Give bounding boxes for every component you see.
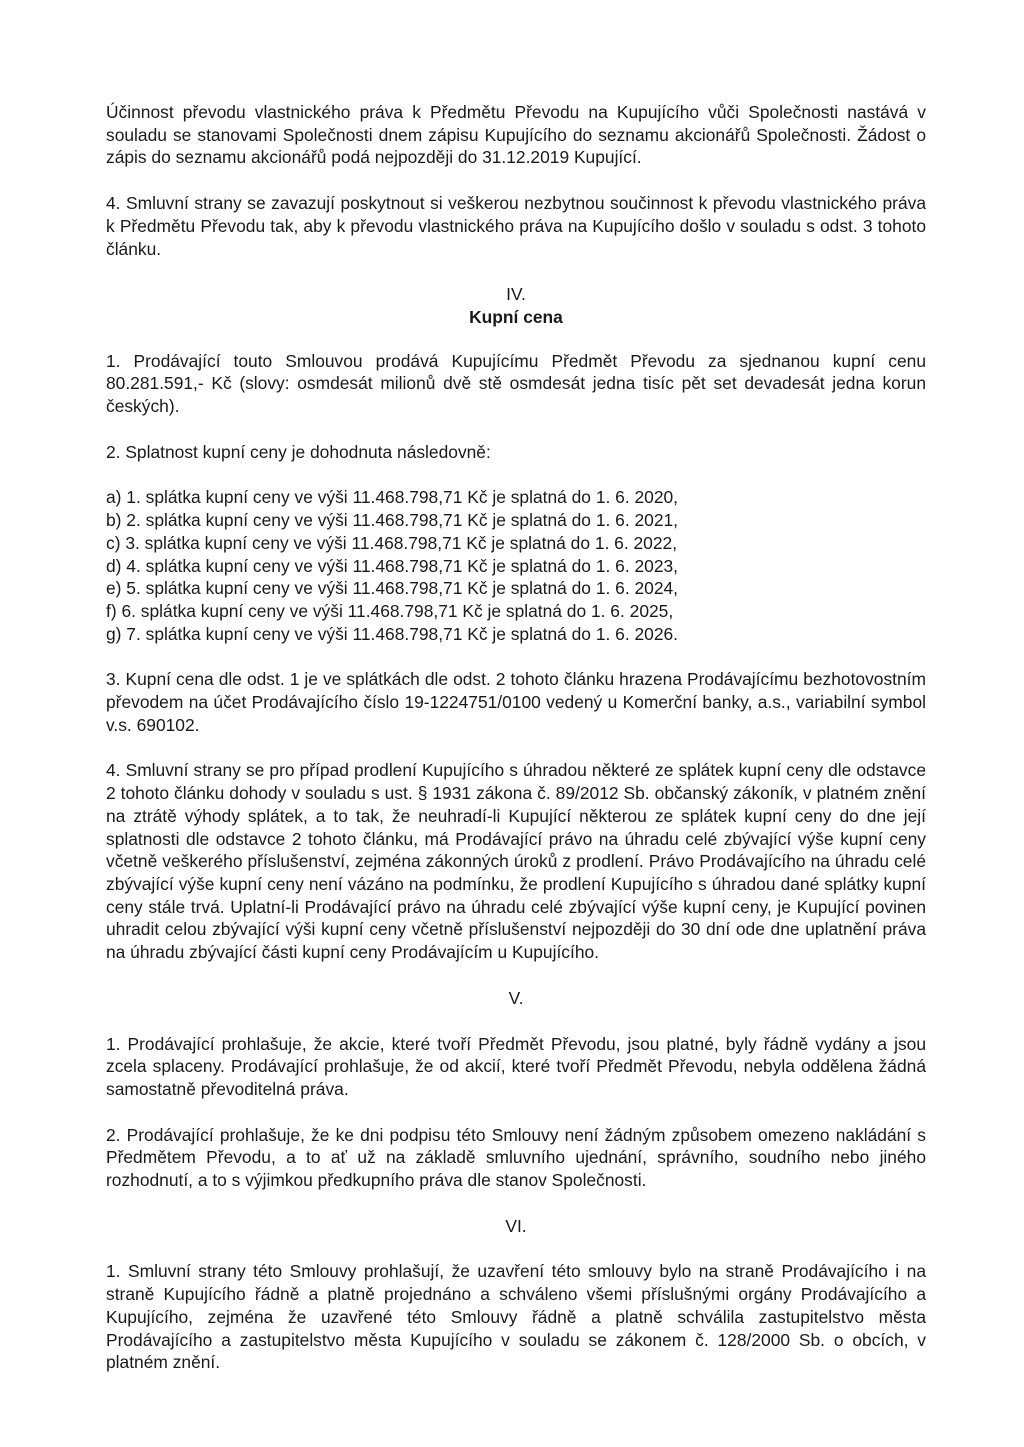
paragraph-iv-4: 4. Smluvní strany se pro případ prodlení Kupujícího s úhradou některé ze splátek kupní ceny dle odstavce 2 tohoto článku dohody v souladu s ust. § 1931 zákona č. 89/2012 Sb. občanský zákoník, v platném znění na ztrátě výhody splátek, a to tak, že neuhradí-li Kupující některou ze splátek kupní ceny do dne její splatnosti dle odstavce 2 tohoto článku, má Prodávající právo na úhradu celé zbývající výše kupní ceny včetně veškerého příslušenství, zejména zákonných úroků z prodlení. Právo Prodávajícího na úhradu celé zbývající výše kupní ceny není vázáno na podmínku, že prodlení Kupujícího s úhradou dané splátky kupní ceny stále trvá. Uplatní-li Prodávající právo na úhradu celé zbývající výše kupní ceny, je Kupující povinen uhradit celou zbývající výši kupní ceny včetně příslušenství nejpozději do 30 dní ode dne uplatnění práva na úhradu zbývající části kupní ceny Prodávajícím u Kupujícího.	[106, 760, 926, 963]
document-body	[106, 101, 926, 1374]
paragraph-iv-2: 2. Splatnost kupní ceny je dohodnuta následovně:	[106, 441, 491, 462]
paragraph-cooperation: 4. Smluvní strany se zavazují poskytnout si veškerou nezbytnou součinnost k převodu vlastnického práva k Předmětu Převodu tak, aby k převodu vlastnického práva na Kupujícího došlo v souladu s odst. 3 tohoto článku.	[106, 193, 926, 259]
section-iv-title: Kupní cena	[469, 306, 563, 327]
list-item: b) 2. splátka kupní ceny ve výši 11.468.798,71 Kč je splatná do 1. 6. 2021,	[106, 510, 679, 531]
list-item: g) 7. splátka kupní ceny ve výši 11.468.798,71 Kč je splatná do 1. 6. 2026.	[106, 623, 679, 644]
list-item: c) 3. splátka kupní ceny ve výši 11.468.798,71 Kč je splatná do 1. 6. 2022,	[106, 532, 678, 553]
list-item: d) 4. splátka kupní ceny ve výši 11.468.798,71 Kč je splatná do 1. 6. 2023,	[106, 555, 679, 576]
paragraph-iv-1: 1. Prodávající touto Smlouvou prodává Kupujícímu Předmět Převodu za sjednanou kupní cenu 80.281.591,- Kč (slovy: osmdesát milionů dvě stě osmdesát jedna tisíc pět set devadesát jedna korun českých).	[106, 350, 926, 417]
paragraph-vi-1: 1. Smluvní strany této Smlouvy prohlašují, že uzavření této smlouvy bylo na straně Prodávajícího i na straně Kupujícího řádně a platně projednáno a schváleno všemi příslušnými orgány Prodávajícího a Kupujícího, zejména že uzavřené této Smlouvy řádně a platně schválila zastupitelstvo města Prodávajícího a zastupitelstvo města Kupujícího v souladu se zákonem č. 128/2000 Sb. o obcích, v platném znění.	[106, 1261, 926, 1373]
section-v-number: V.	[508, 987, 524, 1008]
section-vi-number: VI.	[505, 1215, 527, 1236]
list-item: f) 6. splátka kupní ceny ve výši 11.468.798,71 Kč je splatná do 1. 6. 2025,	[106, 600, 674, 621]
paragraph-iv-3: 3. Kupní cena dle odst. 1 je ve splátkách dle odst. 2 tohoto článku hrazena Prodávajícímu bezhotovostním převodem na účet Prodávajícího číslo 19-1224751/0100 vedený u Komerční banky, a.s., variabilní symbol v.s. 690102.	[106, 669, 926, 735]
list-item: a) 1. splátka kupní ceny ve výši 11.468.798,71 Kč je splatná do 1. 6. 2020,	[106, 487, 679, 508]
paragraph-effectiveness: Účinnost převodu vlastnického práva k Předmětu Převodu na Kupujícího vůči Společnosti nastává v souladu se stanovami Společnosti dnem zápisu Kupujícího do seznamu akcionářů Společnosti. Žádost o zápis do seznamu akcionářů podá nejpozději do 31.12.2019 Kupující.	[106, 102, 926, 168]
paragraph-v-1: 1. Prodávající prohlašuje, že akcie, které tvoří Předmět Převodu, jsou platné, byly řádně vydány a jsou zcela splaceny. Prodávající prohlašuje, že od akcií, které tvoří Předmět Převodu, nebyla oddělena žádná samostatně převoditelná práva.	[106, 1033, 926, 1099]
paragraph-v-2: 2. Prodávající prohlašuje, že ke dni podpisu této Smlouvy není žádným způsobem omezeno nakládání s Předmětem Převodu, a to ať už na základě smluvního ujednání, správního, soudního nebo jiného rozhodnutí, a to s výjimkou předkupního práva dle stanov Společnosti.	[106, 1124, 926, 1191]
installment-list	[106, 486, 926, 645]
section-iv-number: IV.	[506, 284, 526, 305]
list-item: e) 5. splátka kupní ceny ve výši 11.468.798,71 Kč je splatná do 1. 6. 2024,	[106, 578, 679, 599]
